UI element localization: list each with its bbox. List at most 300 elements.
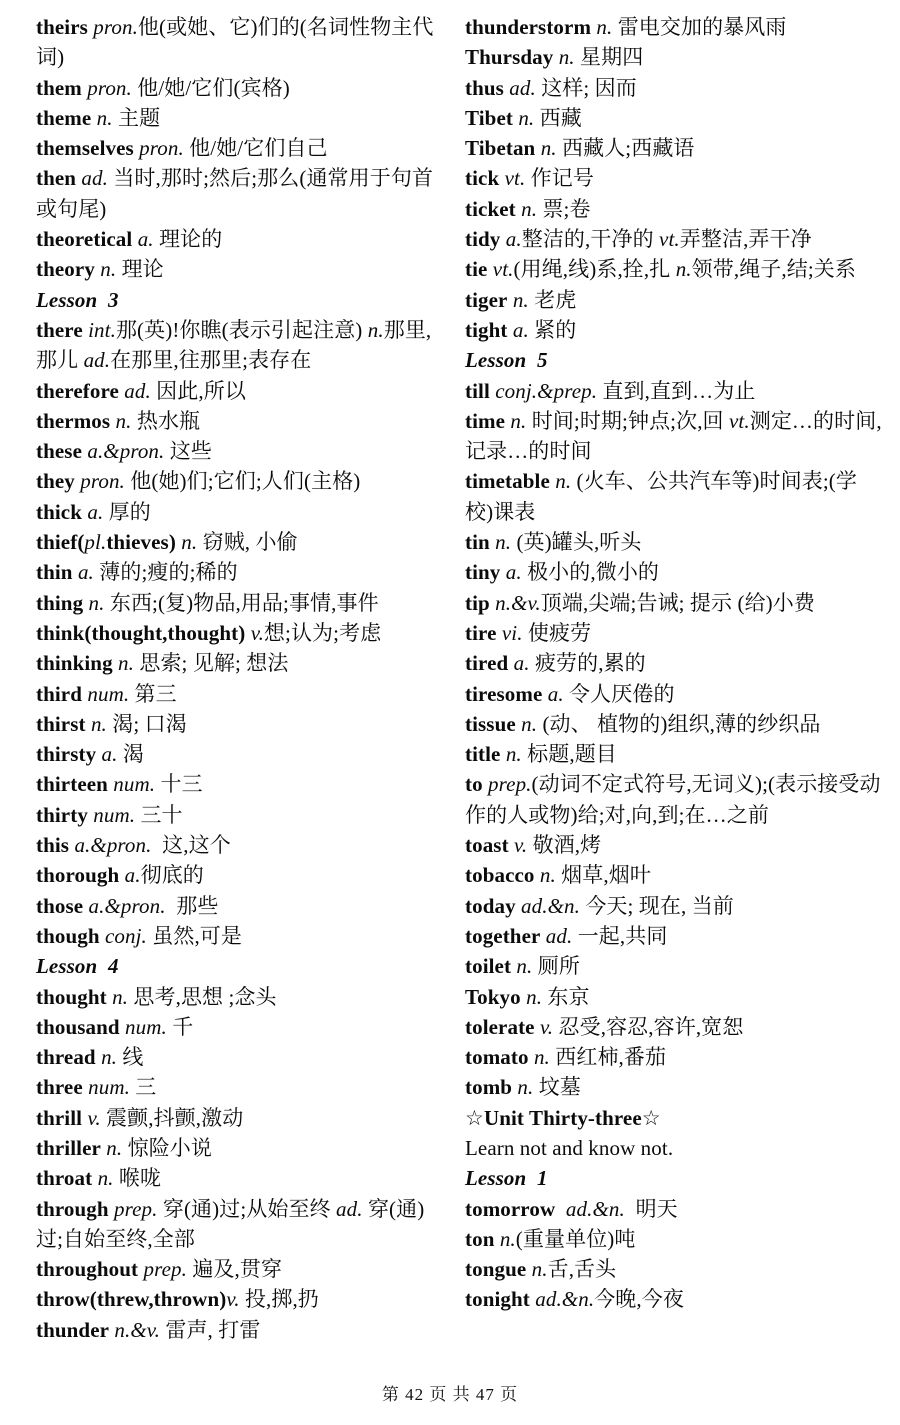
headword: tire bbox=[465, 620, 497, 645]
entry-thing bbox=[36, 588, 438, 618]
part-of-speech: pron. bbox=[74, 469, 131, 494]
definition-text: 令人厌倦的 bbox=[569, 681, 675, 706]
entry-toilet bbox=[465, 951, 883, 981]
entry-tibet bbox=[465, 103, 883, 133]
definition-text: (动、 植物的)组织,薄的纱织品 bbox=[542, 711, 821, 736]
entry-though bbox=[36, 921, 438, 951]
part-of-speech: v. bbox=[226, 1287, 245, 1312]
entry-thriller bbox=[36, 1133, 438, 1163]
headword: there bbox=[36, 317, 83, 342]
part-of-speech: vt. bbox=[499, 166, 531, 191]
entry-tiny bbox=[465, 557, 883, 587]
entry-thirteen bbox=[36, 769, 438, 799]
entry-tomorrow bbox=[465, 1194, 883, 1224]
headword: theme bbox=[36, 105, 92, 130]
definition-text: 标题,题目 bbox=[527, 742, 617, 767]
part-of-speech: prep. bbox=[482, 772, 532, 797]
part-of-speech: a. bbox=[96, 742, 123, 767]
part-of-speech: ad. bbox=[118, 378, 157, 403]
definition-text: 渴; 口渴 bbox=[112, 711, 187, 736]
headword: thrill bbox=[36, 1105, 83, 1130]
entry-tokyo bbox=[465, 982, 883, 1012]
headword: thin bbox=[36, 560, 73, 585]
definition-text: 三十 bbox=[140, 802, 183, 827]
entry-they bbox=[36, 466, 438, 496]
part-of-speech: n. bbox=[112, 651, 140, 676]
entry-timetable bbox=[465, 466, 883, 527]
part-of-speech: n. bbox=[83, 590, 110, 615]
entry-tolerate bbox=[465, 1012, 883, 1042]
definition-text: 东京 bbox=[547, 984, 590, 1009]
definition-text: 作记号 bbox=[530, 166, 594, 191]
definition-text: 理论的 bbox=[159, 227, 223, 252]
definition-text: 弄整洁,弄干净 bbox=[679, 227, 812, 252]
part-of-speech: n. bbox=[94, 257, 122, 282]
headword: throat bbox=[36, 1166, 93, 1191]
part-of-speech: ad.&n. bbox=[529, 1287, 595, 1312]
headword: Tibet bbox=[465, 105, 513, 130]
definition-text: ☆ bbox=[641, 1105, 661, 1130]
definition-text: 敬酒,烤 bbox=[532, 833, 602, 858]
part-of-speech: a. bbox=[132, 227, 159, 252]
entry-through bbox=[36, 1194, 438, 1255]
part-of-speech: n. bbox=[534, 863, 562, 888]
headword: Tibetan bbox=[465, 136, 536, 161]
headword: thunderstorm bbox=[465, 15, 592, 39]
headword: tissue bbox=[465, 711, 516, 736]
entry-to bbox=[465, 769, 883, 830]
definition-text: 理论 bbox=[121, 257, 164, 282]
definition-text: 那里,那儿 bbox=[36, 317, 432, 373]
part-of-speech: a. bbox=[500, 560, 528, 585]
headword: those bbox=[36, 893, 84, 918]
part-of-speech: a. bbox=[72, 560, 100, 585]
part-of-speech: a. bbox=[542, 681, 570, 706]
entry-tip bbox=[465, 588, 883, 618]
entry-ticket bbox=[465, 194, 883, 224]
headword: thieves) bbox=[106, 530, 182, 555]
definition-text: 西红柿,番茄 bbox=[555, 1045, 667, 1070]
headword: they bbox=[36, 469, 75, 494]
part-of-speech: n.&v. bbox=[489, 590, 541, 615]
definition-text: 明天 bbox=[635, 1196, 678, 1221]
entry-think-thought-thought bbox=[36, 618, 438, 648]
headword: tight bbox=[465, 317, 508, 342]
entry-ton bbox=[465, 1224, 883, 1254]
entry-thrill bbox=[36, 1103, 438, 1133]
entry-title bbox=[465, 739, 883, 769]
entry-throw-threw-thrown bbox=[36, 1284, 438, 1314]
entry-tibetan bbox=[465, 133, 883, 163]
headword: thought bbox=[36, 984, 107, 1009]
part-of-speech: n. bbox=[100, 1135, 128, 1160]
part-of-speech: v. bbox=[508, 833, 533, 858]
entry-tobacco bbox=[465, 860, 883, 890]
entry-thinking bbox=[36, 648, 438, 678]
headword: thriller bbox=[36, 1135, 101, 1160]
headword: tired bbox=[465, 651, 509, 676]
headword: these bbox=[36, 439, 82, 464]
entry-theoretical bbox=[36, 224, 438, 254]
entry-thousand bbox=[36, 1012, 438, 1042]
headword: throw(threw,thrown) bbox=[36, 1287, 227, 1312]
entry-thought bbox=[36, 982, 438, 1012]
headword: tiny bbox=[465, 560, 501, 585]
definition-text: 紧的 bbox=[534, 317, 577, 342]
definition-text: 热水瓶 bbox=[136, 408, 201, 433]
entry-throughout bbox=[36, 1254, 438, 1284]
definition-text: 穿(通)过;从始至终 bbox=[162, 1196, 337, 1221]
unit-motto bbox=[465, 1133, 883, 1163]
definition-text: 想;认为;考虑 bbox=[263, 620, 382, 645]
definition-text: 这些 bbox=[169, 439, 212, 464]
definition-text: 雷声, 打雷 bbox=[165, 1317, 261, 1342]
part-of-speech: n. bbox=[553, 45, 580, 70]
definition-text: 十三 bbox=[160, 772, 203, 797]
definition-text: 主题 bbox=[117, 105, 161, 130]
definition-text: 那些 bbox=[176, 893, 219, 918]
entry-tissue bbox=[465, 709, 883, 739]
headword: thus bbox=[465, 75, 504, 100]
entry-thermos bbox=[36, 406, 438, 436]
definition-text: 那(英)!你瞧(表示引起注意) bbox=[115, 317, 368, 342]
lesson-header bbox=[36, 951, 438, 981]
entry-tire bbox=[465, 618, 883, 648]
headword: themselves bbox=[36, 136, 134, 161]
entry-thunderstorm bbox=[465, 12, 883, 42]
headword: toilet bbox=[465, 954, 512, 979]
part-of-speech: n. bbox=[92, 1166, 119, 1191]
entry-thursday bbox=[465, 42, 883, 72]
definition-text: Learn not and know not. bbox=[465, 1135, 674, 1160]
entry-thirty bbox=[36, 800, 438, 830]
definition-text: 烟草,烟叶 bbox=[561, 863, 651, 888]
entry-those bbox=[36, 891, 438, 921]
part-of-speech: num. bbox=[107, 772, 161, 797]
headword: tomato bbox=[465, 1045, 529, 1070]
definition-text: 东西;(复)物品,用品;事情,事件 bbox=[109, 590, 379, 615]
definition-text: ☆ bbox=[465, 1105, 484, 1130]
part-of-speech: n. bbox=[106, 984, 134, 1009]
definition-text: 票;卷 bbox=[542, 196, 591, 221]
part-of-speech: n. bbox=[526, 1257, 548, 1282]
entry-theirs bbox=[36, 12, 438, 73]
definition-text: 老虎 bbox=[534, 287, 577, 312]
headword: theirs bbox=[36, 15, 88, 39]
lesson-label: Lesson 5 bbox=[465, 348, 548, 373]
part-of-speech: n. bbox=[511, 954, 538, 979]
part-of-speech: n. bbox=[505, 408, 532, 433]
entry-tidy bbox=[465, 224, 883, 254]
part-of-speech: pron. bbox=[133, 136, 190, 161]
definition-text: 三 bbox=[135, 1075, 157, 1100]
entry-thin bbox=[36, 557, 438, 587]
headword: tin bbox=[465, 530, 490, 555]
headword: third bbox=[36, 681, 83, 706]
headword: tomb bbox=[465, 1075, 513, 1100]
definition-text: 坟墓 bbox=[538, 1075, 581, 1100]
definition-text: 测定…的时间,记录…的时间 bbox=[465, 408, 882, 464]
definition-text: 惊险小说 bbox=[127, 1135, 213, 1160]
definition-text: 在那里,往那里;表存在 bbox=[110, 348, 312, 373]
entry-thus bbox=[465, 73, 883, 103]
definition-text: 震颤,抖颤,激动 bbox=[106, 1105, 244, 1130]
headword: tiger bbox=[465, 287, 508, 312]
part-of-speech: n. bbox=[85, 711, 113, 736]
definition-text: 彻底的 bbox=[140, 863, 204, 888]
part-of-speech: ad. bbox=[503, 75, 542, 100]
definition-text: 遍及,贯穿 bbox=[192, 1257, 283, 1282]
part-of-speech: v. bbox=[534, 1014, 559, 1039]
part-of-speech: a.&pron. bbox=[83, 893, 177, 918]
headword: ton bbox=[465, 1226, 495, 1251]
headword: to bbox=[465, 772, 483, 797]
headword: tiresome bbox=[465, 681, 543, 706]
part-of-speech: vt. bbox=[659, 227, 680, 252]
part-of-speech: n.&v. bbox=[109, 1317, 166, 1342]
part-of-speech: n. bbox=[507, 287, 535, 312]
headword: thousand bbox=[36, 1014, 120, 1039]
definition-text: 线 bbox=[122, 1045, 144, 1070]
two-column-layout bbox=[36, 12, 883, 1345]
headword: thermos bbox=[36, 408, 111, 433]
part-of-speech: n. bbox=[535, 136, 562, 161]
headword: thunder bbox=[36, 1317, 110, 1342]
part-of-speech: n. bbox=[95, 1045, 123, 1070]
entry-thorough bbox=[36, 860, 438, 890]
headword: tick bbox=[465, 166, 500, 191]
entry-tonight bbox=[465, 1284, 883, 1314]
headword: tip bbox=[465, 590, 490, 615]
definition-text: 整洁的,干净的 bbox=[521, 227, 660, 252]
entry-tight bbox=[465, 315, 883, 345]
headword: Tokyo bbox=[465, 984, 521, 1009]
headword: theory bbox=[36, 257, 95, 282]
definition-text: 疲劳的,累的 bbox=[534, 651, 646, 676]
page-footer: 第 42 页 共 47 页 bbox=[381, 1385, 519, 1404]
part-of-speech: pl. bbox=[84, 530, 107, 555]
definition-text: (动词不定式符号,无词义);(表示接受动作的人或物)给;对,向,到;在…之前 bbox=[465, 772, 881, 827]
headword: ticket bbox=[465, 196, 516, 221]
definition-text: 穿(通)过;自始至终,全部 bbox=[36, 1196, 425, 1251]
entry-tin bbox=[465, 527, 883, 557]
definition-text: 第三 bbox=[134, 681, 177, 706]
headword: three bbox=[36, 1075, 83, 1100]
definition-text: 西藏人;西藏语 bbox=[562, 136, 695, 161]
part-of-speech: vt. bbox=[487, 257, 514, 282]
definition-text: 雷电交加的暴风雨 bbox=[617, 15, 787, 39]
definition-text: 西藏 bbox=[539, 105, 582, 130]
definition-text: 厕所 bbox=[537, 954, 580, 979]
headword: thick bbox=[36, 499, 83, 524]
headword: theoretical bbox=[36, 227, 133, 252]
entry-thirsty bbox=[36, 739, 438, 769]
part-of-speech: int. bbox=[82, 317, 116, 342]
headword: thirst bbox=[36, 711, 86, 736]
definition-text: 喉咙 bbox=[118, 1166, 162, 1191]
headword: today bbox=[465, 893, 516, 918]
entry-themselves bbox=[36, 133, 438, 163]
part-of-speech: n. bbox=[520, 984, 548, 1009]
entry-tomb bbox=[465, 1072, 883, 1102]
entry-tiresome bbox=[465, 679, 883, 709]
lesson-header bbox=[465, 345, 883, 375]
entry-there bbox=[36, 315, 438, 376]
headword: thread bbox=[36, 1045, 96, 1070]
definition-text: 今晚,今夜 bbox=[594, 1287, 684, 1312]
part-of-speech: ad.&n. bbox=[515, 893, 586, 918]
part-of-speech: n. bbox=[512, 1075, 539, 1100]
entry-toast bbox=[465, 830, 883, 860]
definition-text: 他/她/它们(宾格) bbox=[137, 75, 290, 100]
entry-this bbox=[36, 830, 438, 860]
definition-text: 厚的 bbox=[108, 499, 151, 524]
part-of-speech: a. bbox=[508, 651, 535, 676]
headword: tie bbox=[465, 257, 488, 282]
entry-tongue bbox=[465, 1254, 883, 1284]
definition-text: 渴 bbox=[122, 742, 144, 767]
definition-text: 他(或她、它)们的(名词性物主代词) bbox=[36, 15, 434, 70]
part-of-speech: n. bbox=[91, 105, 118, 130]
part-of-speech: a. bbox=[82, 499, 109, 524]
headword: thirsty bbox=[36, 742, 97, 767]
definition-text: 舌,舌头 bbox=[547, 1257, 617, 1282]
headword: therefore bbox=[36, 378, 119, 403]
headword: thorough bbox=[36, 863, 120, 888]
entry-theory bbox=[36, 254, 438, 284]
part-of-speech: n. bbox=[675, 257, 692, 282]
part-of-speech: n. bbox=[500, 742, 528, 767]
definition-text: 他(她)们;它们;人们(主格) bbox=[130, 469, 361, 494]
part-of-speech: n. bbox=[528, 1045, 556, 1070]
left-column bbox=[36, 12, 438, 1345]
unit-header bbox=[465, 1103, 883, 1133]
definition-text: 薄的;瘦的;稀的 bbox=[99, 560, 238, 585]
part-of-speech: pron. bbox=[87, 15, 138, 39]
part-of-speech: n. bbox=[515, 196, 543, 221]
definition-text: 这样; 因而 bbox=[541, 75, 637, 100]
headword: them bbox=[36, 75, 82, 100]
entry-third bbox=[36, 679, 438, 709]
part-of-speech: num. bbox=[82, 681, 135, 706]
definition-text: 使疲劳 bbox=[527, 620, 592, 645]
headword: tolerate bbox=[465, 1014, 535, 1039]
part-of-speech: n. bbox=[494, 1226, 516, 1251]
entry-tomato bbox=[465, 1042, 883, 1072]
part-of-speech: ad. bbox=[76, 166, 114, 191]
part-of-speech: v. bbox=[82, 1105, 107, 1130]
part-of-speech: n. bbox=[512, 105, 540, 130]
lesson-header bbox=[36, 285, 438, 315]
lesson-label: Lesson 1 bbox=[465, 1166, 548, 1191]
headword: think(thought,thought) bbox=[36, 620, 246, 645]
definition-text: (英)罐头,听头 bbox=[516, 530, 642, 555]
headword: Thursday bbox=[465, 45, 554, 70]
part-of-speech: a.&pron. bbox=[69, 833, 163, 858]
headword: tidy bbox=[465, 227, 501, 252]
lesson-header bbox=[465, 1163, 883, 1193]
part-of-speech: a. bbox=[119, 863, 141, 888]
part-of-speech: n. bbox=[489, 530, 517, 555]
definition-text: 当时,那时;然后;那么(通常用于句首或句尾) bbox=[36, 166, 434, 221]
definition-text: 因此,所以 bbox=[156, 378, 246, 403]
part-of-speech: a. bbox=[507, 317, 535, 342]
lesson-label: Lesson 3 bbox=[36, 287, 119, 312]
headword: then bbox=[36, 166, 77, 191]
definition-text: 时间;时期;钟点;次,回 bbox=[531, 408, 730, 433]
definition-text: 星期四 bbox=[580, 45, 644, 70]
entry-these bbox=[36, 436, 438, 466]
headword: till bbox=[465, 378, 490, 403]
entry-till bbox=[465, 376, 883, 406]
headword: title bbox=[465, 742, 501, 767]
definition-text: (火车、公共汽车等)时间表;(学校)课表 bbox=[465, 469, 857, 524]
entry-today bbox=[465, 891, 883, 921]
part-of-speech: n. bbox=[110, 408, 137, 433]
entry-tie bbox=[465, 254, 883, 284]
part-of-speech: vt. bbox=[729, 408, 750, 433]
definition-text: 虽然,可是 bbox=[152, 923, 242, 948]
entry-then bbox=[36, 163, 438, 224]
right-column bbox=[465, 12, 883, 1315]
part-of-speech: n. bbox=[181, 530, 203, 555]
part-of-speech: conj. bbox=[99, 923, 153, 948]
entry-theme bbox=[36, 103, 438, 133]
entry-thunder bbox=[36, 1315, 438, 1345]
entry-thread bbox=[36, 1042, 438, 1072]
part-of-speech: ad. bbox=[83, 348, 111, 373]
part-of-speech: n. bbox=[591, 15, 618, 39]
entry-them bbox=[36, 73, 438, 103]
part-of-speech: v. bbox=[245, 620, 264, 645]
headword: time bbox=[465, 408, 506, 433]
definition-text: 千 bbox=[172, 1014, 194, 1039]
entry-tick bbox=[465, 163, 883, 193]
definition-text: 这,这个 bbox=[162, 833, 231, 858]
part-of-speech: ad. bbox=[336, 1196, 368, 1221]
headword: tomorrow bbox=[465, 1196, 556, 1221]
definition-text: 忍受,容忍,容许,宽恕 bbox=[558, 1014, 744, 1039]
entry-three bbox=[36, 1072, 438, 1102]
definition-text: 窃贼, 小偷 bbox=[202, 530, 298, 555]
part-of-speech: vi. bbox=[496, 620, 528, 645]
headword: together bbox=[465, 923, 541, 948]
headword: throughout bbox=[36, 1257, 139, 1282]
definition-text: 今天; 现在, 当前 bbox=[585, 893, 734, 918]
headword: thinking bbox=[36, 651, 113, 676]
entry-time bbox=[465, 406, 883, 467]
part-of-speech: prep. bbox=[108, 1196, 163, 1221]
entry-tiger bbox=[465, 285, 883, 315]
part-of-speech: a. bbox=[500, 227, 522, 252]
entry-throat bbox=[36, 1163, 438, 1193]
headword: tobacco bbox=[465, 863, 535, 888]
entry-together bbox=[465, 921, 883, 951]
headword: tonight bbox=[465, 1287, 530, 1312]
part-of-speech: a.&pron. bbox=[82, 439, 170, 464]
part-of-speech: n. bbox=[515, 711, 543, 736]
headword: through bbox=[36, 1196, 109, 1221]
part-of-speech: pron. bbox=[81, 75, 138, 100]
headword: toast bbox=[465, 833, 509, 858]
part-of-speech: num. bbox=[119, 1014, 173, 1039]
headword: timetable bbox=[465, 469, 550, 494]
lesson-label: Lesson 4 bbox=[36, 954, 119, 979]
headword: tongue bbox=[465, 1257, 527, 1282]
entry-tired bbox=[465, 648, 883, 678]
part-of-speech: n. bbox=[549, 469, 577, 494]
part-of-speech: num. bbox=[87, 802, 141, 827]
